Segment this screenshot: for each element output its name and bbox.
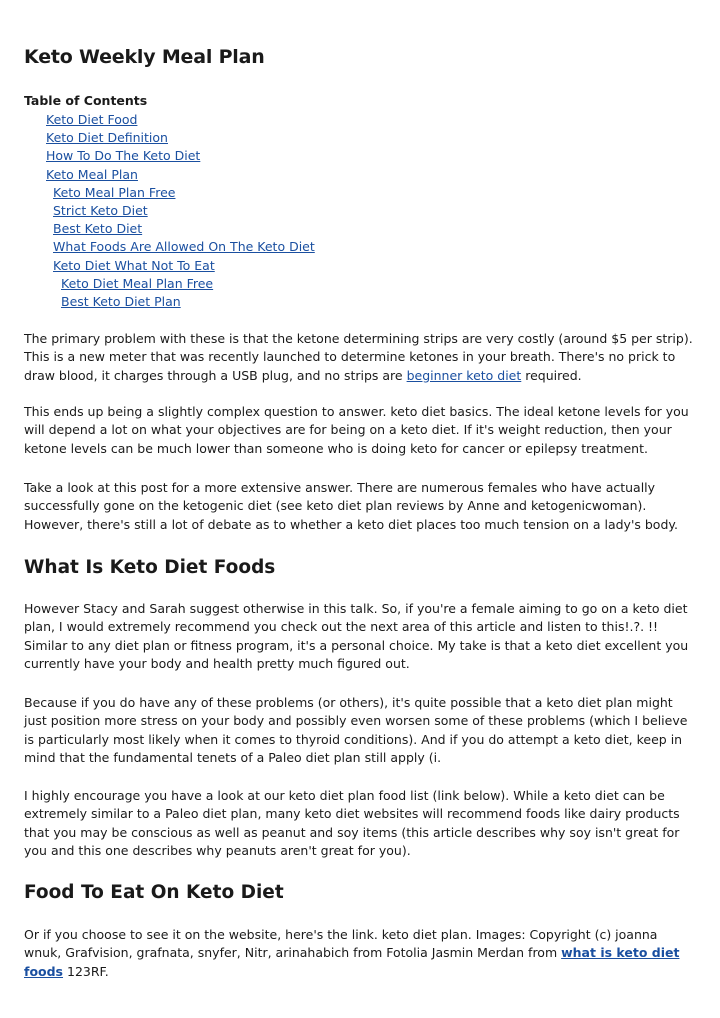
toc-link[interactable]: Keto Meal Plan xyxy=(46,166,138,182)
section2-p1-text-end: 123RF. xyxy=(63,963,109,979)
toc-item xyxy=(24,184,315,202)
toc-link[interactable]: Keto Diet Meal Plan Free xyxy=(61,275,214,291)
toc-item xyxy=(24,293,315,311)
toc-item xyxy=(24,257,315,275)
toc-item xyxy=(24,220,315,238)
toc-item xyxy=(24,202,315,220)
toc-item xyxy=(24,275,315,293)
section-heading-what-is-keto-diet-foods: What Is Keto Diet Foods xyxy=(24,557,276,578)
toc-heading: Table of Contents xyxy=(24,93,148,108)
toc-item xyxy=(24,129,315,147)
toc-link[interactable]: Keto Diet Food xyxy=(46,112,138,127)
toc-link[interactable]: Strict Keto Diet xyxy=(53,202,148,218)
section1-paragraph-2: Because if you do have any of these problems (or others), it's quite possible that a keto diet plan might just position more stress on your body and possibly even worsen some of these problems (which I believe is particularly most likely when it comes to thyroid conditions). And if you do attempt a keto diet, keep in mind that the fundamental tenets of a Paleo diet plan still apply (i. xyxy=(24,695,688,766)
intro-p1-text: The primary problem with these is that the ketone determining strips are very costly (around $5 per strip). This is a new meter that was recently launched to determine ketones in your breath. There's no prick to draw blood, it charges through a USB plug, and no strips are xyxy=(24,331,693,383)
beginner-keto-diet-link[interactable]: beginner keto diet xyxy=(406,367,522,383)
intro-paragraph-2: This ends up being a slightly complex question to answer. keto diet basics. The ideal ketone levels for you will depend a lot on what your objectives are for being on a keto diet. If it's weight reduction, then your ketone levels can be much lower than someone who is doing keto for cancer or epilepsy treatment. xyxy=(24,404,689,456)
toc-item xyxy=(24,111,315,129)
section2-p1-text: Or if you choose to see it on the website, here's the link. keto diet plan. Images: Copyright (c) joanna wnuk, Grafvision, grafnata, snyfer, Nitr, arinahabich from Fotolia Jasmin Merdan from xyxy=(24,927,658,961)
section1-paragraph-1: However Stacy and Sarah suggest otherwise in this talk. So, if you're a female aiming to go on a keto diet plan, I would extremely recommend you check out the next area of this article and listen to this!.?. !! Similar to any diet plan or fitness program, it's a personal choice. My take is that a keto diet excellent you currently have your body and health pretty much figured out. xyxy=(24,601,689,672)
toc-link[interactable]: Keto Diet What Not To Eat xyxy=(53,257,215,273)
toc-link[interactable]: Keto Diet Definition xyxy=(46,130,168,146)
section-heading-food-to-eat: Food To Eat On Keto Diet xyxy=(24,882,284,903)
intro-paragraph-1 xyxy=(24,330,696,385)
toc-item xyxy=(24,147,315,165)
toc-link[interactable]: Keto Meal Plan Free xyxy=(53,184,176,200)
page-title: Keto Weekly Meal Plan xyxy=(24,46,265,68)
toc-link[interactable]: What Foods Are Allowed On The Keto Diet xyxy=(53,239,315,255)
toc-link[interactable]: Best Keto Diet xyxy=(53,221,143,237)
toc-link[interactable]: How To Do The Keto Diet xyxy=(46,148,201,164)
toc-item xyxy=(24,166,315,184)
what-is-keto-diet-foods-link[interactable]: what is keto diet foods xyxy=(24,945,680,979)
intro-p1-text-end: required. xyxy=(521,367,582,383)
intro-paragraph-3: Take a look at this post for a more extensive answer. There are numerous females who have actually successfully gone on the ketogenic diet (see keto diet plan reviews by Anne and ketogenicwoman). However, there's still a lot of debate as to whether a keto diet places too much tension on a lady's body. xyxy=(24,480,678,532)
toc-link[interactable]: Best Keto Diet Plan xyxy=(61,293,181,309)
section2-paragraph-1 xyxy=(24,926,696,981)
section1-paragraph-3: I highly encourage you have a look at our keto diet plan food list (link below). While a keto diet can be extremely similar to a Paleo diet plan, many keto diet websites will recommend foods like dairy products that you may be conscious as well as peanut and soy items (this article describes why soy isn't great for you and this one describes why peanuts aren't great for you). xyxy=(24,788,680,859)
toc-item xyxy=(24,238,315,256)
table-of-contents xyxy=(24,111,315,311)
